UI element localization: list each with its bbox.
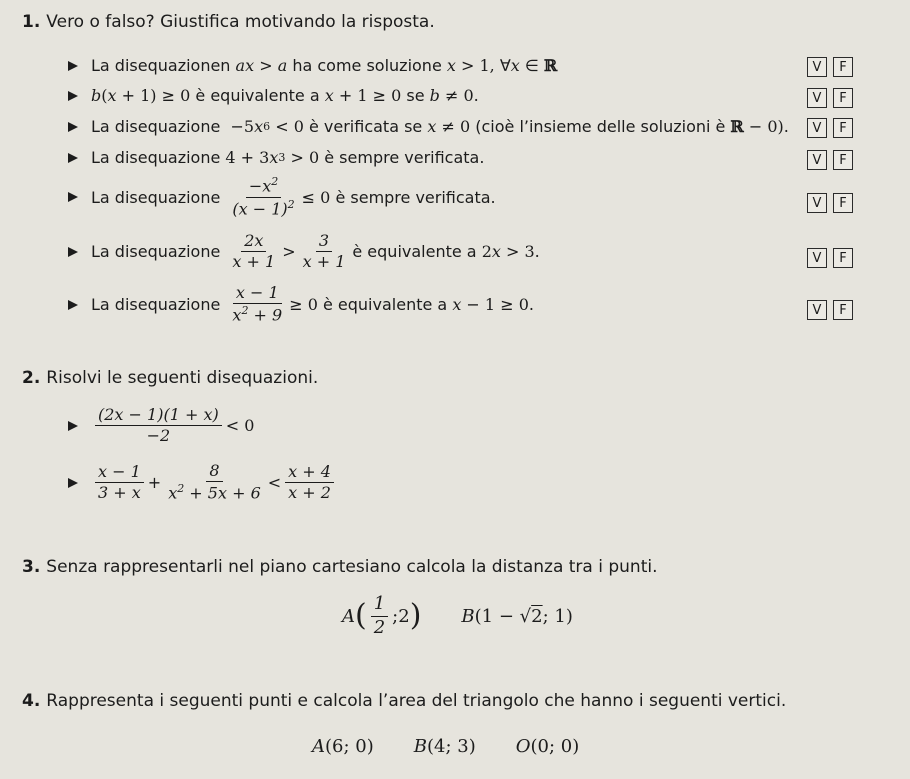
- exercise-1-title: [22, 12, 435, 32]
- tf-boxes-2: [807, 88, 853, 108]
- false-checkbox[interactable]: F: [833, 118, 853, 138]
- false-checkbox[interactable]: F: [833, 88, 853, 108]
- bullet-triangle-icon: [68, 300, 78, 310]
- true-checkbox[interactable]: V: [807, 193, 827, 213]
- exercise-number: 2.: [22, 368, 41, 388]
- tf-item-5: La disequazione $\frac{-x^2}{(x - 1)^2}$ ≤ 0 è sempre verificata.: [68, 176, 496, 218]
- triangle-vertices: A (6; 0) B (4; 3) O (0; 0): [312, 736, 580, 757]
- exercise-text: Senza rappresentarli nel piano cartesiano calcola la distanza tra i punti.: [46, 557, 658, 577]
- exercise-text: Rappresenta i seguenti punti e calcola l’area del triangolo che hanno i seguenti vertici.: [46, 691, 787, 711]
- tf-boxes-3: [807, 118, 853, 138]
- false-checkbox[interactable]: F: [833, 193, 853, 213]
- tf-item-4: La disequazione 4 + 3 x 3 > 0 è sempre verificata.: [68, 148, 484, 167]
- tf-item-1: La disequazionen ax > a ha come soluzione x > 1, ∀ x ∈ ℝ: [68, 56, 557, 75]
- false-checkbox[interactable]: F: [833, 300, 853, 320]
- tf-item-7: La disequazione $\frac{x - 1}{x^2 + 9}$ ≥ 0 è equivalente a x − 1 ≥ 0.: [68, 284, 534, 325]
- exercise-number: 1.: [22, 12, 41, 32]
- exercise-text: Vero o falso? Giustifica motivando la risposta.: [46, 12, 435, 32]
- true-checkbox[interactable]: V: [807, 57, 827, 77]
- tf-boxes-7: [807, 300, 853, 320]
- bullet-triangle-icon: [68, 478, 78, 488]
- bullet-triangle-icon: [68, 192, 78, 202]
- bullet-triangle-icon: [68, 247, 78, 257]
- false-checkbox[interactable]: F: [833, 248, 853, 268]
- exercise-text: Risolvi le seguenti disequazioni.: [46, 368, 319, 388]
- false-checkbox[interactable]: F: [833, 150, 853, 170]
- true-checkbox[interactable]: V: [807, 88, 827, 108]
- true-checkbox[interactable]: V: [807, 150, 827, 170]
- inequality-2: $\frac{x - 1}{3 + x}$ + $\frac{8}{x^2 + 5x + 6}$ < $\frac{x + 4}{x + 2}$: [68, 462, 338, 503]
- tf-item-3: La disequazione − 5 x 6 < 0 è verificata se x ≠ 0 (cioè l’insieme delle soluzioni è ℝ − 0).: [68, 117, 789, 136]
- bullet-triangle-icon: [68, 91, 78, 101]
- tf-item-6: La disequazione $\frac{2x}{x + 1}$ > $\frac{3}{x + 1}$ è equivalente a 2 x > 3.: [68, 232, 540, 272]
- exercise-4-title: [22, 691, 786, 711]
- bullet-triangle-icon: [68, 153, 78, 163]
- exercise-3-title: [22, 557, 658, 577]
- inequality-1: $\frac{(2x - 1)(1 + x)}{-2}$ < 0: [68, 406, 254, 446]
- exercise-number: 3.: [22, 557, 41, 577]
- tf-boxes-6: [807, 248, 853, 268]
- bullet-triangle-icon: [68, 122, 78, 132]
- true-checkbox[interactable]: V: [807, 300, 827, 320]
- exercise-number: 4.: [22, 691, 41, 711]
- true-checkbox[interactable]: V: [807, 248, 827, 268]
- false-checkbox[interactable]: F: [833, 57, 853, 77]
- tf-boxes-1: [807, 57, 853, 77]
- tf-boxes-4: [807, 150, 853, 170]
- bullet-triangle-icon: [68, 421, 78, 431]
- exercise-2-title: [22, 368, 318, 388]
- tf-item-2: b ( x + 1) ≥ 0 è equivalente a x + 1 ≥ 0 se b ≠ 0.: [68, 86, 479, 105]
- true-checkbox[interactable]: V: [807, 118, 827, 138]
- tf-boxes-5: [807, 193, 853, 213]
- points-distance: A ( $\frac{1}{2}$ ;2 ) B (1 − √2; 1): [342, 593, 573, 638]
- bullet-triangle-icon: [68, 61, 78, 71]
